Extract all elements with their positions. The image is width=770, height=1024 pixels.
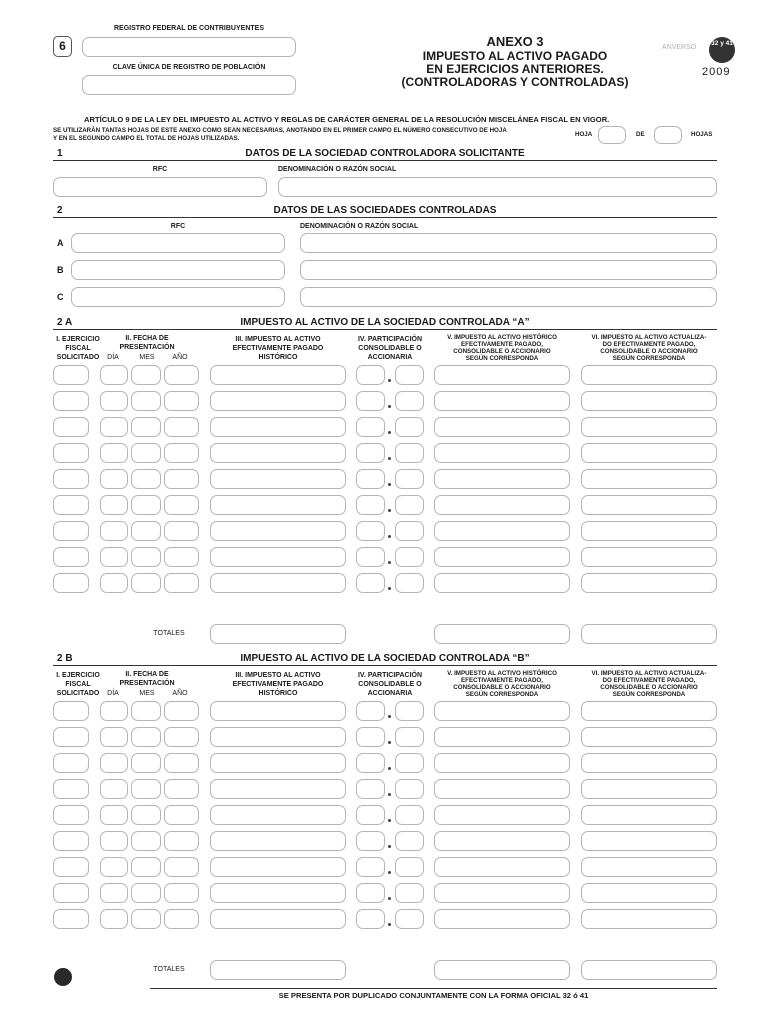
section2a-row7-participacion-integer-field[interactable] bbox=[356, 521, 385, 541]
section2a-row6-impuesto-historico-field[interactable] bbox=[210, 495, 346, 515]
section2b-row5-impuesto-consolidable-field[interactable] bbox=[434, 805, 570, 825]
de-label: DE bbox=[636, 131, 645, 138]
section2b-row3-impuesto-historico-field[interactable] bbox=[210, 753, 346, 773]
section2b-row1-mes-field[interactable] bbox=[131, 701, 161, 721]
section2a-row2-impuesto-consolidable-field[interactable] bbox=[434, 391, 570, 411]
col6-header-l2: DO EFECTIVAMENTE PAGADO, bbox=[602, 341, 696, 348]
section2b-row6-impuesto-historico-field[interactable] bbox=[210, 831, 346, 851]
section2b-row2-ejercicio-field[interactable] bbox=[53, 727, 89, 747]
section2b-row1-impuesto-consolidable-field[interactable] bbox=[434, 701, 570, 721]
col6-header-l4: SEGÚN CORRESPONDA bbox=[612, 355, 686, 362]
col1-header-l1: I. EJERCICIO bbox=[56, 336, 100, 343]
company-c-name-field[interactable] bbox=[300, 287, 717, 307]
section2b-row5-participacion-integer-field[interactable] bbox=[356, 805, 385, 825]
section2-rfc-label: RFC bbox=[170, 223, 186, 230]
section2a-row2-participacion-integer-field[interactable] bbox=[356, 391, 385, 411]
section2a-row4-impuesto-consolidable-field[interactable] bbox=[434, 443, 570, 463]
legal-note-line2: Y EN EL SEGUNDO CAMPO EL TOTAL DE HOJAS UTILIZADAS. bbox=[53, 135, 240, 142]
section2a-row3-dia-field[interactable] bbox=[100, 417, 128, 437]
section2a-row9-impuesto-historico-field[interactable] bbox=[210, 573, 346, 593]
col6-header-l4: SEGÚN CORRESPONDA bbox=[612, 691, 686, 698]
section2b-row2-dia-field[interactable] bbox=[100, 727, 128, 747]
decimal-point-icon bbox=[388, 509, 391, 512]
section2a-row4-dia-field[interactable] bbox=[100, 443, 128, 463]
section2b-row4-dia-field[interactable] bbox=[100, 779, 128, 799]
section2b-row6-participacion-decimal-field[interactable] bbox=[395, 831, 424, 851]
side-label: ANVERSO bbox=[662, 44, 697, 51]
section2b-total-col5[interactable] bbox=[434, 960, 570, 980]
section2a-row9-impuesto-consolidable-field[interactable] bbox=[434, 573, 570, 593]
col4-header-l2: CONSOLIDABLE O bbox=[358, 345, 422, 352]
decimal-point-icon bbox=[388, 819, 391, 822]
section2a-row1-impuesto-historico-field[interactable] bbox=[210, 365, 346, 385]
col2-header-l1: II. FECHA DE bbox=[125, 671, 169, 678]
section2b-row1-ejercicio-field[interactable] bbox=[53, 701, 89, 721]
section2a-row3-impuesto-historico-field[interactable] bbox=[210, 417, 346, 437]
col6-header-l3: CONSOLIDABLE O ACCIONARIO bbox=[600, 684, 698, 691]
section2b-row7-anio-field[interactable] bbox=[164, 857, 199, 877]
section2b-row8-impuesto-consolidable-field[interactable] bbox=[434, 883, 570, 903]
section2b-row8-impuesto-actualizado-field[interactable] bbox=[581, 883, 717, 903]
section2a-row6-dia-field[interactable] bbox=[100, 495, 128, 515]
company-b-name-field[interactable] bbox=[300, 260, 717, 280]
section2a-row2-dia-field[interactable] bbox=[100, 391, 128, 411]
col5-header-l3: CONSOLIDABLE O ACCIONARIO bbox=[453, 348, 551, 355]
section2a-row2-ejercicio-field[interactable] bbox=[53, 391, 89, 411]
section2a-row3-participacion-decimal-field[interactable] bbox=[395, 417, 424, 437]
section2a-row2-participacion-decimal-field[interactable] bbox=[395, 391, 424, 411]
registration-mark bbox=[54, 968, 72, 986]
section2b-row3-participacion-decimal-field[interactable] bbox=[395, 753, 424, 773]
section2b-row7-impuesto-historico-field[interactable] bbox=[210, 857, 346, 877]
section2a-total-col3[interactable] bbox=[210, 624, 346, 644]
section2b-row2-impuesto-consolidable-field[interactable] bbox=[434, 727, 570, 747]
section2b-row4-mes-field[interactable] bbox=[131, 779, 161, 799]
section2b-row1-dia-field[interactable] bbox=[100, 701, 128, 721]
section2a-row1-mes-field[interactable] bbox=[131, 365, 161, 385]
col6-header-l1: VI. IMPUESTO AL ACTIVO ACTUALIZA- bbox=[591, 334, 707, 341]
decimal-point-icon bbox=[388, 741, 391, 744]
section2b-row2-mes-field[interactable] bbox=[131, 727, 161, 747]
section2b-row9-impuesto-actualizado-field[interactable] bbox=[581, 909, 717, 929]
col3-header-l3: HISTÓRICO bbox=[258, 690, 298, 697]
row-label-b: B bbox=[57, 265, 64, 275]
section2b-row7-participacion-integer-field[interactable] bbox=[356, 857, 385, 877]
col3-header-l3: HISTÓRICO bbox=[258, 354, 298, 361]
col3-header-l2: EFECTIVAMENTE PAGADO bbox=[232, 345, 324, 352]
section2b-row3-ejercicio-field[interactable] bbox=[53, 753, 89, 773]
section2-name-label: DENOMINACIÓN O RAZÓN SOCIAL bbox=[300, 223, 419, 230]
section1-name-label: DENOMINACIÓN O RAZÓN SOCIAL bbox=[278, 166, 397, 173]
decimal-point-icon bbox=[388, 923, 391, 926]
col1-header-l2: FISCAL bbox=[65, 345, 91, 352]
section2a-row1-participacion-integer-field[interactable] bbox=[356, 365, 385, 385]
section1-header bbox=[53, 150, 717, 161]
section2b-number: 2 B bbox=[57, 653, 73, 664]
section2a-row9-participacion-decimal-field[interactable] bbox=[395, 573, 424, 593]
section2b-row6-dia-field[interactable] bbox=[100, 831, 128, 851]
page-number-badge: 6 bbox=[53, 36, 72, 57]
section2b-row5-impuesto-actualizado-field[interactable] bbox=[581, 805, 717, 825]
section2b-total-col3[interactable] bbox=[210, 960, 346, 980]
section2b-row2-impuesto-historico-field[interactable] bbox=[210, 727, 346, 747]
section2a-row4-anio-field[interactable] bbox=[164, 443, 199, 463]
curp-header-label: CLAVE ÚNICA DE REGISTRO DE POBLACIÓN bbox=[112, 64, 266, 71]
company-a-rfc-field[interactable] bbox=[71, 233, 285, 253]
section2a-row9-dia-field[interactable] bbox=[100, 573, 128, 593]
section2a-totals-label: TOTALES bbox=[153, 630, 185, 637]
section2b-row9-anio-field[interactable] bbox=[164, 909, 199, 929]
section2b-row5-ejercicio-field[interactable] bbox=[53, 805, 89, 825]
section2a-row5-dia-field[interactable] bbox=[100, 469, 128, 489]
section2b-row1-impuesto-historico-field[interactable] bbox=[210, 701, 346, 721]
dia-header: DÍA bbox=[107, 690, 119, 697]
section2b-row4-participacion-decimal-field[interactable] bbox=[395, 779, 424, 799]
section2b-totals-label: TOTALES bbox=[153, 966, 185, 973]
col5-header-l2: EFECTIVAMENTE PAGADO, bbox=[461, 341, 543, 348]
section2a-row6-participacion-integer-field[interactable] bbox=[356, 495, 385, 515]
col1-header-l2: FISCAL bbox=[65, 681, 91, 688]
decimal-point-icon bbox=[388, 767, 391, 770]
col4-header-l1: IV. PARTICIPACIÓN bbox=[357, 672, 423, 679]
decimal-point-icon bbox=[388, 431, 391, 434]
decimal-point-icon bbox=[388, 561, 391, 564]
decimal-point-icon bbox=[388, 845, 391, 848]
section2b-row5-mes-field[interactable] bbox=[131, 805, 161, 825]
col5-header-l3: CONSOLIDABLE O ACCIONARIO bbox=[453, 684, 551, 691]
section2a-row3-anio-field[interactable] bbox=[164, 417, 199, 437]
section2b-row6-ejercicio-field[interactable] bbox=[53, 831, 89, 851]
col5-header-l1: V. IMPUESTO AL ACTIVO HISTÓRICO bbox=[447, 334, 557, 341]
row-label-a: A bbox=[57, 238, 64, 248]
section2a-row3-impuesto-consolidable-field[interactable] bbox=[434, 417, 570, 437]
decimal-point-icon bbox=[388, 897, 391, 900]
decimal-point-icon bbox=[388, 405, 391, 408]
section2b-row3-impuesto-actualizado-field[interactable] bbox=[581, 753, 717, 773]
section2b-row7-impuesto-actualizado-field[interactable] bbox=[581, 857, 717, 877]
form-number-badge: 32 y 41 bbox=[709, 37, 735, 63]
section2b-row1-participacion-decimal-field[interactable] bbox=[395, 701, 424, 721]
section2a-row7-mes-field[interactable] bbox=[131, 521, 161, 541]
section2a-row3-participacion-integer-field[interactable] bbox=[356, 417, 385, 437]
curp-header-field[interactable] bbox=[82, 75, 296, 95]
section2-number: 2 bbox=[57, 205, 63, 216]
section2a-row7-impuesto-consolidable-field[interactable] bbox=[434, 521, 570, 541]
section2b-row3-impuesto-consolidable-field[interactable] bbox=[434, 753, 570, 773]
legal-article: ARTÍCULO 9 DE LA LEY DEL IMPUESTO AL ACTIVO Y REGLAS DE CARÁCTER GENERAL DE LA RESOLUCIÓN MISCELÁNEA FISCAL EN VIGOR. bbox=[84, 115, 610, 124]
section2b-row8-participacion-decimal-field[interactable] bbox=[395, 883, 424, 903]
section2b-row3-mes-field[interactable] bbox=[131, 753, 161, 773]
rfc-header-label: REGISTRO FEDERAL DE CONTRIBUYENTES bbox=[114, 25, 264, 32]
section2a-row4-participacion-decimal-field[interactable] bbox=[395, 443, 424, 463]
footer-text: SE PRESENTA POR DUPLICADO CONJUNTAMENTE CON LA FORMA OFICIAL 32 ó 41 bbox=[278, 991, 589, 1000]
section2b-row1-impuesto-actualizado-field[interactable] bbox=[581, 701, 717, 721]
section2-title: DATOS DE LAS SOCIEDADES CONTROLADAS bbox=[273, 205, 497, 216]
section2b-row9-impuesto-consolidable-field[interactable] bbox=[434, 909, 570, 929]
col3-header-l1: III. IMPUESTO AL ACTIVO bbox=[235, 672, 321, 679]
section2a-row6-anio-field[interactable] bbox=[164, 495, 199, 515]
col1-header-l3: SOLICITADO bbox=[56, 690, 100, 697]
section2b-row1-participacion-integer-field[interactable] bbox=[356, 701, 385, 721]
decimal-point-icon bbox=[388, 483, 391, 486]
section2b-row9-mes-field[interactable] bbox=[131, 909, 161, 929]
section2b-row9-participacion-decimal-field[interactable] bbox=[395, 909, 424, 929]
section2b-total-col6[interactable] bbox=[581, 960, 717, 980]
decimal-point-icon bbox=[388, 587, 391, 590]
section2a-row5-impuesto-historico-field[interactable] bbox=[210, 469, 346, 489]
decimal-point-icon bbox=[388, 871, 391, 874]
section2b-row5-participacion-decimal-field[interactable] bbox=[395, 805, 424, 825]
section2a-row7-impuesto-actualizado-field[interactable] bbox=[581, 521, 717, 541]
col5-header-l2: EFECTIVAMENTE PAGADO, bbox=[461, 677, 543, 684]
section2a-total-col5[interactable] bbox=[434, 624, 570, 644]
section2a-row2-impuesto-historico-field[interactable] bbox=[210, 391, 346, 411]
col3-header-l1: III. IMPUESTO AL ACTIVO bbox=[235, 336, 321, 343]
section2b-row8-impuesto-historico-field[interactable] bbox=[210, 883, 346, 903]
section1-rfc-label: RFC bbox=[152, 166, 168, 173]
section2a-header bbox=[53, 319, 717, 330]
section2a-row8-impuesto-historico-field[interactable] bbox=[210, 547, 346, 567]
section2b-header bbox=[53, 655, 717, 666]
section2b-row6-anio-field[interactable] bbox=[164, 831, 199, 851]
section2a-row4-impuesto-actualizado-field[interactable] bbox=[581, 443, 717, 463]
form-title-line2: EN EJERCICIOS ANTERIORES. bbox=[426, 62, 604, 76]
total-hojas-field[interactable] bbox=[654, 126, 682, 144]
section2b-row7-ejercicio-field[interactable] bbox=[53, 857, 89, 877]
section2a-row9-ejercicio-field[interactable] bbox=[53, 573, 89, 593]
section2a-row5-participacion-integer-field[interactable] bbox=[356, 469, 385, 489]
section2a-row3-ejercicio-field[interactable] bbox=[53, 417, 89, 437]
section2b-row7-impuesto-consolidable-field[interactable] bbox=[434, 857, 570, 877]
section2b-row8-ejercicio-field[interactable] bbox=[53, 883, 89, 903]
section2a-row1-participacion-decimal-field[interactable] bbox=[395, 365, 424, 385]
section2a-row8-mes-field[interactable] bbox=[131, 547, 161, 567]
section2b-row7-mes-field[interactable] bbox=[131, 857, 161, 877]
section2b-row8-participacion-integer-field[interactable] bbox=[356, 883, 385, 903]
section2b-row6-mes-field[interactable] bbox=[131, 831, 161, 851]
footer-rule bbox=[150, 988, 717, 989]
section2a-row8-impuesto-actualizado-field[interactable] bbox=[581, 547, 717, 567]
section2a-row7-ejercicio-field[interactable] bbox=[53, 521, 89, 541]
section2b-row9-dia-field[interactable] bbox=[100, 909, 128, 929]
col1-header-l1: I. EJERCICIO bbox=[56, 672, 100, 679]
section2b-row3-participacion-integer-field[interactable] bbox=[356, 753, 385, 773]
section2b-row2-impuesto-actualizado-field[interactable] bbox=[581, 727, 717, 747]
anio-header: AÑO bbox=[172, 690, 188, 697]
section2a-row2-mes-field[interactable] bbox=[131, 391, 161, 411]
decimal-point-icon bbox=[388, 457, 391, 460]
section2b-row2-participacion-decimal-field[interactable] bbox=[395, 727, 424, 747]
section2b-row1-anio-field[interactable] bbox=[164, 701, 199, 721]
section2a-row8-ejercicio-field[interactable] bbox=[53, 547, 89, 567]
section2b-row2-participacion-integer-field[interactable] bbox=[356, 727, 385, 747]
hoja-label: HOJA bbox=[575, 131, 593, 138]
section2a-row6-impuesto-actualizado-field[interactable] bbox=[581, 495, 717, 515]
form-title-line3: (CONTROLADORAS Y CONTROLADAS) bbox=[401, 75, 629, 89]
section2b-row4-participacion-integer-field[interactable] bbox=[356, 779, 385, 799]
section2a-row5-impuesto-actualizado-field[interactable] bbox=[581, 469, 717, 489]
section2a-row7-participacion-decimal-field[interactable] bbox=[395, 521, 424, 541]
section2b-row8-dia-field[interactable] bbox=[100, 883, 128, 903]
decimal-point-icon bbox=[388, 715, 391, 718]
year-label: 2009 bbox=[702, 66, 731, 78]
section2a-row6-impuesto-consolidable-field[interactable] bbox=[434, 495, 570, 515]
section2a-row8-participacion-integer-field[interactable] bbox=[356, 547, 385, 567]
section2a-row3-mes-field[interactable] bbox=[131, 417, 161, 437]
section2a-row4-mes-field[interactable] bbox=[131, 443, 161, 463]
section2b-row6-impuesto-actualizado-field[interactable] bbox=[581, 831, 717, 851]
section2a-row1-impuesto-consolidable-field[interactable] bbox=[434, 365, 570, 385]
rfc-header-field[interactable] bbox=[82, 37, 296, 57]
company-a-name-field[interactable] bbox=[300, 233, 717, 253]
section2a-row1-dia-field[interactable] bbox=[100, 365, 128, 385]
section2a-row9-mes-field[interactable] bbox=[131, 573, 161, 593]
col6-header-l3: CONSOLIDABLE O ACCIONARIO bbox=[600, 348, 698, 355]
hoja-field[interactable] bbox=[598, 126, 626, 144]
mes-header: MES bbox=[139, 354, 155, 361]
section2a-row1-anio-field[interactable] bbox=[164, 365, 199, 385]
section2a-row1-ejercicio-field[interactable] bbox=[53, 365, 89, 385]
col1-header-l3: SOLICITADO bbox=[56, 354, 100, 361]
col5-header-l4: SEGÚN CORRESPONDA bbox=[465, 691, 539, 698]
section2a-row7-impuesto-historico-field[interactable] bbox=[210, 521, 346, 541]
section2a-row6-ejercicio-field[interactable] bbox=[53, 495, 89, 515]
col5-header-l4: SEGÚN CORRESPONDA bbox=[465, 355, 539, 362]
anio-header: AÑO bbox=[172, 354, 188, 361]
section2b-row6-impuesto-consolidable-field[interactable] bbox=[434, 831, 570, 851]
section2a-row2-impuesto-actualizado-field[interactable] bbox=[581, 391, 717, 411]
section2a-row8-anio-field[interactable] bbox=[164, 547, 199, 567]
section2a-row9-anio-field[interactable] bbox=[164, 573, 199, 593]
section2b-row4-impuesto-consolidable-field[interactable] bbox=[434, 779, 570, 799]
section2b-row4-impuesto-historico-field[interactable] bbox=[210, 779, 346, 799]
section2b-row3-anio-field[interactable] bbox=[164, 753, 199, 773]
section2a-row6-participacion-decimal-field[interactable] bbox=[395, 495, 424, 515]
section2a-row8-dia-field[interactable] bbox=[100, 547, 128, 567]
section2a-row7-anio-field[interactable] bbox=[164, 521, 199, 541]
section2a-row6-mes-field[interactable] bbox=[131, 495, 161, 515]
section2b-row6-participacion-integer-field[interactable] bbox=[356, 831, 385, 851]
section2a-row8-participacion-decimal-field[interactable] bbox=[395, 547, 424, 567]
section2a-row2-anio-field[interactable] bbox=[164, 391, 199, 411]
section2a-number: 2 A bbox=[57, 317, 73, 328]
section2a-row9-impuesto-actualizado-field[interactable] bbox=[581, 573, 717, 593]
section2a-row8-impuesto-consolidable-field[interactable] bbox=[434, 547, 570, 567]
section2a-row7-dia-field[interactable] bbox=[100, 521, 128, 541]
section2b-row4-ejercicio-field[interactable] bbox=[53, 779, 89, 799]
col4-header-l2: CONSOLIDABLE O bbox=[358, 681, 422, 688]
section2b-row7-participacion-decimal-field[interactable] bbox=[395, 857, 424, 877]
section2b-title: IMPUESTO AL ACTIVO DE LA SOCIEDAD CONTROLADA “B” bbox=[240, 653, 530, 664]
section2b-row9-impuesto-historico-field[interactable] bbox=[210, 909, 346, 929]
section2a-row4-impuesto-historico-field[interactable] bbox=[210, 443, 346, 463]
section2b-row8-mes-field[interactable] bbox=[131, 883, 161, 903]
decimal-point-icon bbox=[388, 793, 391, 796]
section2b-row7-dia-field[interactable] bbox=[100, 857, 128, 877]
section2b-row5-impuesto-historico-field[interactable] bbox=[210, 805, 346, 825]
section2b-row3-dia-field[interactable] bbox=[100, 753, 128, 773]
section2a-row5-anio-field[interactable] bbox=[164, 469, 199, 489]
section2a-row9-participacion-integer-field[interactable] bbox=[356, 573, 385, 593]
section2-header bbox=[53, 207, 717, 218]
decimal-point-icon bbox=[388, 379, 391, 382]
annex-title: ANEXO 3 bbox=[486, 34, 544, 49]
company-b-rfc-field[interactable] bbox=[71, 260, 285, 280]
col6-header-l1: VI. IMPUESTO AL ACTIVO ACTUALIZA- bbox=[591, 670, 707, 677]
mes-header: MES bbox=[139, 690, 155, 697]
hojas-label: HOJAS bbox=[691, 131, 713, 138]
col2-header-l2: PRESENTACIÓN bbox=[119, 344, 175, 351]
section2a-row5-participacion-decimal-field[interactable] bbox=[395, 469, 424, 489]
row-label-c: C bbox=[57, 292, 64, 302]
col3-header-l2: EFECTIVAMENTE PAGADO bbox=[232, 681, 324, 688]
section2b-row5-dia-field[interactable] bbox=[100, 805, 128, 825]
section2a-row5-ejercicio-field[interactable] bbox=[53, 469, 89, 489]
form-title-line1: IMPUESTO AL ACTIVO PAGADO bbox=[422, 49, 608, 63]
section2b-row2-anio-field[interactable] bbox=[164, 727, 199, 747]
section2b-row4-impuesto-actualizado-field[interactable] bbox=[581, 779, 717, 799]
section2b-row5-anio-field[interactable] bbox=[164, 805, 199, 825]
section1-title: DATOS DE LA SOCIEDAD CONTROLADORA SOLICITANTE bbox=[245, 148, 525, 159]
section2a-row5-mes-field[interactable] bbox=[131, 469, 161, 489]
dia-header: DÍA bbox=[107, 354, 119, 361]
col4-header-l3: ACCIONARIA bbox=[367, 690, 413, 697]
section2a-title: IMPUESTO AL ACTIVO DE LA SOCIEDAD CONTROLADA “A” bbox=[240, 317, 530, 328]
col4-header-l3: ACCIONARIA bbox=[367, 354, 413, 361]
col4-header-l1: IV. PARTICIPACIÓN bbox=[357, 336, 423, 343]
col5-header-l1: V. IMPUESTO AL ACTIVO HISTÓRICO bbox=[447, 670, 557, 677]
col6-header-l2: DO EFECTIVAMENTE PAGADO, bbox=[602, 677, 696, 684]
section1-name-field[interactable] bbox=[278, 177, 717, 197]
legal-note-line1: SE UTILIZARÁN TANTAS HOJAS DE ESTE ANEXO COMO SEAN NECESARIAS, ANOTANDO EN EL PRIMER CAMPO EL NÚMERO CONSECUTIVO DE HOJA bbox=[53, 127, 507, 134]
col2-header-l2: PRESENTACIÓN bbox=[119, 680, 175, 687]
col2-header-l1: II. FECHA DE bbox=[125, 335, 169, 342]
section2a-row3-impuesto-actualizado-field[interactable] bbox=[581, 417, 717, 437]
section2a-row4-ejercicio-field[interactable] bbox=[53, 443, 89, 463]
section2a-row5-impuesto-consolidable-field[interactable] bbox=[434, 469, 570, 489]
section2a-row4-participacion-integer-field[interactable] bbox=[356, 443, 385, 463]
section2b-row4-anio-field[interactable] bbox=[164, 779, 199, 799]
section1-rfc-field[interactable] bbox=[53, 177, 267, 197]
section2b-row8-anio-field[interactable] bbox=[164, 883, 199, 903]
section2a-row1-impuesto-actualizado-field[interactable] bbox=[581, 365, 717, 385]
section2b-row9-participacion-integer-field[interactable] bbox=[356, 909, 385, 929]
company-c-rfc-field[interactable] bbox=[71, 287, 285, 307]
section1-number: 1 bbox=[57, 148, 63, 159]
decimal-point-icon bbox=[388, 535, 391, 538]
section2a-total-col6[interactable] bbox=[581, 624, 717, 644]
section2b-row9-ejercicio-field[interactable] bbox=[53, 909, 89, 929]
